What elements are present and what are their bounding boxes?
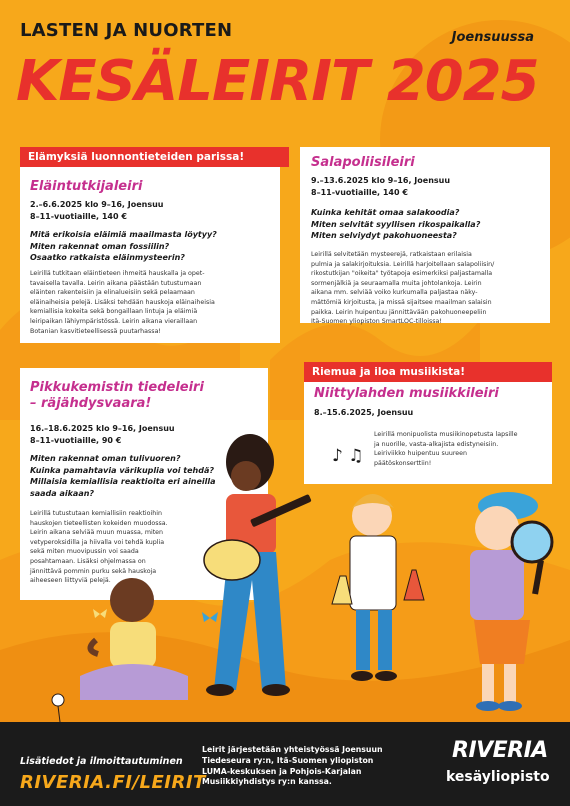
camp-date-detective: 9.–13.6.2025 klo 9–16, Joensuu [311,176,451,185]
registration-link[interactable]: RIVERIA.FI/LEIRIT [20,772,206,793]
page-title: KESÄLEIRIT 2025 [16,49,539,114]
question-line: Kuinka pamahtavia värikuplia voi tehdä? [30,465,214,475]
body-line: hauskojen tieteellisten kokeiden muodossa. [30,519,168,527]
sitting-kid-illustration [52,578,188,722]
camp-title-animal: Eläintutkijaleiri [30,179,143,194]
question-line: Miten selvität syyllisen rikospaikalla? [311,219,481,229]
body-line: pulmia ja salakirjoituksia. Leirillä harjoitellaan salapoliisin/ [311,260,495,268]
butterfly-icon [93,609,107,618]
question-line: Mitä erikoisia eläimiä maailmasta löytyy? [30,230,217,239]
banner-music: Riemua ja iloa musiikista! [304,362,552,382]
camp-title-music: Niittylahden musiikkileiri [314,386,499,401]
body-line: paikka. Leirin huipentuu jännittävään pakohuoneepeliin [311,308,487,316]
body-line: leiripaikan lähiympäristössä. Leirin aikana vieraillaan [30,317,198,325]
body-line: eläinten rakenteisiin ja elinalueisiin sekä pelaamaan [30,289,195,297]
explorer-kid-illustration [470,492,552,711]
body-line: Leirillä tutkitaan eläintieteen ihmeitä hauskalla ja opet- [30,270,205,277]
partners-line: Leirit järjestetään yhteistyössä Joensuun [202,745,383,754]
body-line: vetyperoksidilla ja hiivalla voi tehdä kuplia [30,538,165,546]
body-line: sormenjälkiä ja seuraamalla muita johtolankoja. Leirin [311,279,482,287]
body-line: eläinaiheisia pelejä. Lisäksi tehdään hauskoja eläinaiheisia [30,298,215,306]
riveria-logo: RIVERIA [452,738,548,763]
partners-line: Musiikkiyhdistys ry:n kanssa. [202,777,332,787]
question-line: Kuinka kehität omaa salakoodia? [311,208,460,217]
footer-partners [202,745,383,788]
body-line: kemiallisia kokeita sekä bongaillaan lintuja ja eläimiä [30,308,198,316]
body-line: Leirillä selvitetään mysteerejä, ratkaistaan erilaisia [311,251,472,258]
camp-title-detective: Salapoliisileiri [311,155,415,170]
camp-age-animal: 8–11-vuotiaille, 140 € [30,212,127,221]
question-line: Miten rakennat oman tulivuoren? [30,454,181,463]
body-line: Leiriviikko huipentuu suureen [374,450,468,458]
scientist-kid-illustration [332,494,424,681]
body-line: mättömiä kirjoitusta, ja missä sijaitsee maailman salaisin [311,298,492,306]
riveria-logo-subtitle: kesäyliopisto [446,769,550,785]
footer-info-label: Lisätiedot ja ilmoittautuminen [20,756,183,767]
question-line: saada aikaan? [30,488,95,498]
body-line: tavaisella tavalla. Leirin aikana päästään tutustumaan [30,279,202,287]
body-line: sekä miten muovipussin voi saada [30,548,139,556]
body-line: aiheeseen liittyviä pelejä. [30,577,111,585]
body-line: ja nuorille, vasta-alkajista edistyneisiin. [374,440,499,448]
body-line: Leirin aikana selviää muun muassa, miten [30,529,164,537]
question-line: Miten selviydyt pakohuoneesta? [311,231,457,240]
butterfly-icon [202,612,218,622]
camp-date-animal: 2.–6.6.2025 klo 9–16, Joensuu [30,200,164,209]
body-line: aikana mm. selviää voiko kurkumalla paljastaa näky- [311,289,478,297]
question-line: Osaatko ratkaista eläinmysteerin? [30,253,185,262]
title-line: – räjähdysvaara! [30,396,152,411]
camp-date-music: 8.–15.6.2025, Joensuu [314,408,414,417]
header-location: Joensuussa [451,30,534,45]
music-notes-icon: ♪ ♫ [332,446,364,466]
camp-age-chemistry: 8–11-vuotiaille, 90 € [30,436,122,445]
body-line: Leirillä tutustutaan kemiallisiin reaktioihin [30,510,162,517]
body-line: rikostutkijan "oikeita" työtapoja esimerkiksi paljastamalla [311,270,493,278]
body-line: päätöskonserttiin! [374,459,432,467]
camp-date-chemistry: 16.–18.6.2025 klo 9–16, Joensuu [30,424,175,433]
body-line: Botanian kasvitieteellisessä puutarhassa! [30,327,161,335]
body-line: Leirillä monipuolista musiikinopetusta lapsille [374,431,518,438]
body-line: posahtamaan. Lisäksi ohjelmassa on [30,557,146,565]
camp-age-detective: 8–11-vuotiaille, 140 € [311,188,408,197]
body-line: jännittävä pommin purku sekä hauskoja [30,567,157,575]
partners-line: Tiedeseura ry:n, Itä-Suomen yliopiston [202,755,374,765]
question-line: Millaisia kemiallisia reaktioita eri aineilla [30,477,216,486]
partners-line: LUMA-keskuksen ja Pohjois-Karjalan [202,766,362,776]
question-line: Miten rakennat oman fossiilin? [30,241,170,251]
banner-nature: Elämyksiä luonnontieteiden parissa! [20,147,289,167]
guitar-player-illustration [204,434,312,696]
header-subtitle: LASTEN JA NUORTEN [20,20,233,41]
body-line: Itä-Suomen yliopiston SmartLOC-tilloissa! [311,318,442,326]
title-line: Pikkukemistin tiedeleiri [30,380,204,395]
